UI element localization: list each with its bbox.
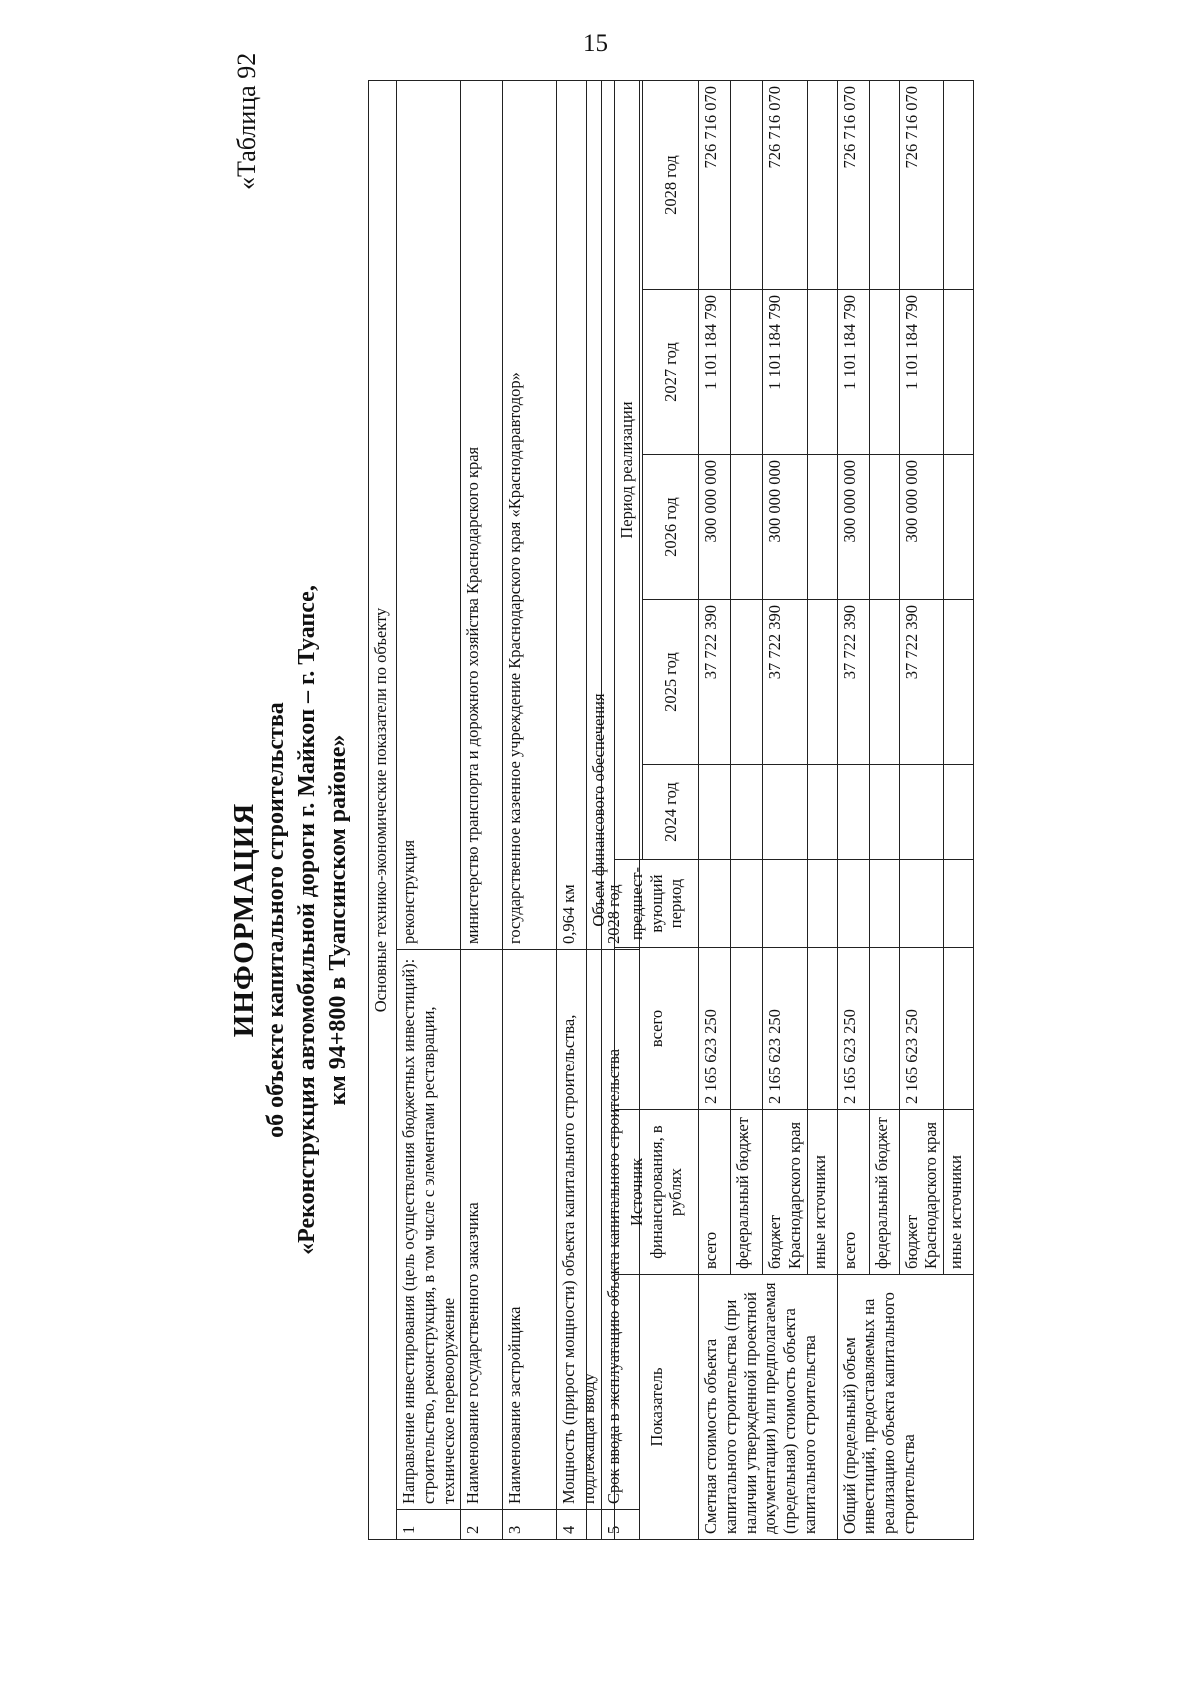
y2027-cell [869, 290, 899, 455]
source-cell: бюджет Краснодарского края [899, 1110, 944, 1275]
y2025-cell: 37 722 390 [837, 600, 869, 765]
y2025-cell: 37 722 390 [699, 600, 731, 765]
total-cell [944, 948, 974, 1110]
y2027-cell: 1 101 184 790 [699, 290, 731, 455]
source-cell: всего [699, 1110, 731, 1275]
indicator-row [397, 81, 461, 1540]
indicator-value: 2028 год [601, 81, 639, 950]
indicator-value: государственное казенное учреждение Краснодарского края «Краснодаравтодор» [503, 81, 557, 950]
group-label: Сметная стоимость объекта капитального строительства (при наличии утвержденной проектной документации) или предполагаемая (предельная) стоимость объекта капитального строительства [699, 1275, 838, 1540]
source-cell: федеральный бюджет [869, 1110, 899, 1275]
header-year: 2025 год [643, 600, 699, 765]
header-year: 2024 год [643, 765, 699, 860]
total-cell: 2 165 623 250 [763, 948, 808, 1110]
y2028-cell [731, 81, 763, 290]
rotated-document [228, 52, 1038, 1580]
title-line-4: км 94+800 в Туапсинском районе» [325, 734, 351, 1106]
y2024-cell [899, 765, 944, 860]
indicator-row [461, 81, 503, 1540]
y2028-cell [869, 81, 899, 290]
page-number: 15 [583, 30, 608, 57]
y2028-cell [807, 81, 837, 290]
source-cell: федеральный бюджет [731, 1110, 763, 1275]
indicator-name: Наименование государственного заказчика [461, 950, 503, 1510]
prev-cell [807, 860, 837, 948]
row-number: 1 [397, 1510, 461, 1540]
y2027-cell [944, 290, 974, 455]
y2026-cell [731, 455, 763, 600]
y2024-cell [807, 765, 837, 860]
group-label: Общий (предельный) объем инвестиций, предоставляемых на реализацию объекта капитального строительства [837, 1275, 974, 1540]
finance-row [837, 81, 869, 1540]
total-cell [731, 948, 763, 1110]
prev-cell [699, 860, 731, 948]
y2026-cell: 300 000 000 [899, 455, 944, 600]
finance-row [699, 81, 731, 1540]
header-period: Период реализации [615, 81, 643, 860]
y2026-cell [869, 455, 899, 600]
indicator-value: 0,964 км [557, 81, 602, 950]
header-year: 2027 год [643, 290, 699, 455]
indicators-heading: Основные технико-экономические показатели по объекту [369, 81, 397, 1540]
y2028-cell [944, 81, 974, 290]
row-number: 4 [557, 1510, 602, 1540]
prev-cell [731, 860, 763, 948]
y2025-cell: 37 722 390 [899, 600, 944, 765]
document-title [228, 340, 354, 1500]
y2027-cell [807, 290, 837, 455]
total-cell: 2 165 623 250 [899, 948, 944, 1110]
y2027-cell [731, 290, 763, 455]
y2026-cell: 300 000 000 [763, 455, 808, 600]
y2028-cell: 726 716 070 [699, 81, 731, 290]
indicator-name: Срок ввода в эксплуатацию объекта капитального строительства [601, 950, 639, 1510]
prev-cell [763, 860, 808, 948]
source-cell: иные источники [807, 1110, 837, 1275]
y2024-cell [869, 765, 899, 860]
y2025-cell [731, 600, 763, 765]
title-line-2: об объекте капитального строительства [263, 702, 289, 1138]
prev-cell [899, 860, 944, 948]
indicator-value: министерство транспорта и дорожного хозяйства Краснодарского края [461, 81, 503, 950]
total-cell [807, 948, 837, 1110]
finance-heading: Объем финансового обеспечения [587, 81, 615, 1540]
y2026-cell: 300 000 000 [837, 455, 869, 600]
header-year: 2026 год [643, 455, 699, 600]
prev-cell [944, 860, 974, 948]
y2024-cell [837, 765, 869, 860]
y2026-cell [807, 455, 837, 600]
y2025-cell [944, 600, 974, 765]
indicator-name: Направление инвестирования (цель осуществления бюджетных инвестиций): строительство, реконструкция, в том числе с элементами реставрации, техническое перевооружение [397, 950, 461, 1510]
header-total: всего [615, 948, 699, 1110]
indicator-name: Мощность (прирост мощности) объекта капитального строительства, подлежащая вводу [557, 950, 602, 1510]
row-number: 2 [461, 1510, 503, 1540]
prev-cell [869, 860, 899, 948]
y2025-cell [807, 600, 837, 765]
y2027-cell: 1 101 184 790 [837, 290, 869, 455]
title-line-3: «Реконструкция автомобильной дороги г. Майкоп – г. Туапсе, [294, 585, 320, 1255]
finance-table [586, 80, 974, 1540]
header-indicator: Показатель [615, 1275, 699, 1540]
source-cell: всего [837, 1110, 869, 1275]
y2028-cell: 726 716 070 [837, 81, 869, 290]
source-cell: бюджет Краснодарского края [763, 1110, 808, 1275]
header-source: Источник финансирования, в рублях [615, 1110, 699, 1275]
y2028-cell: 726 716 070 [763, 81, 808, 290]
y2024-cell [944, 765, 974, 860]
row-number: 3 [503, 1510, 557, 1540]
y2025-cell: 37 722 390 [763, 600, 808, 765]
header-previous-period: предшест-вующий период [615, 860, 699, 948]
y2024-cell [699, 765, 731, 860]
prev-cell [837, 860, 869, 948]
y2025-cell [869, 600, 899, 765]
indicator-value: реконструкция [397, 81, 461, 950]
table-number: «Таблица 92 [232, 52, 261, 190]
total-cell [869, 948, 899, 1110]
row-number: 5 [601, 1510, 639, 1540]
title-line-1: ИНФОРМАЦИЯ [228, 802, 260, 1038]
header-year: 2028 год [643, 81, 699, 290]
y2027-cell: 1 101 184 790 [899, 290, 944, 455]
y2026-cell [944, 455, 974, 600]
y2024-cell [731, 765, 763, 860]
source-cell: иные источники [944, 1110, 974, 1275]
y2026-cell: 300 000 000 [699, 455, 731, 600]
indicator-name: Наименование застройщика [503, 950, 557, 1510]
total-cell: 2 165 623 250 [699, 948, 731, 1110]
y2027-cell: 1 101 184 790 [763, 290, 808, 455]
y2024-cell [763, 765, 808, 860]
y2028-cell: 726 716 070 [899, 81, 944, 290]
total-cell: 2 165 623 250 [837, 948, 869, 1110]
indicator-row [503, 81, 557, 1540]
